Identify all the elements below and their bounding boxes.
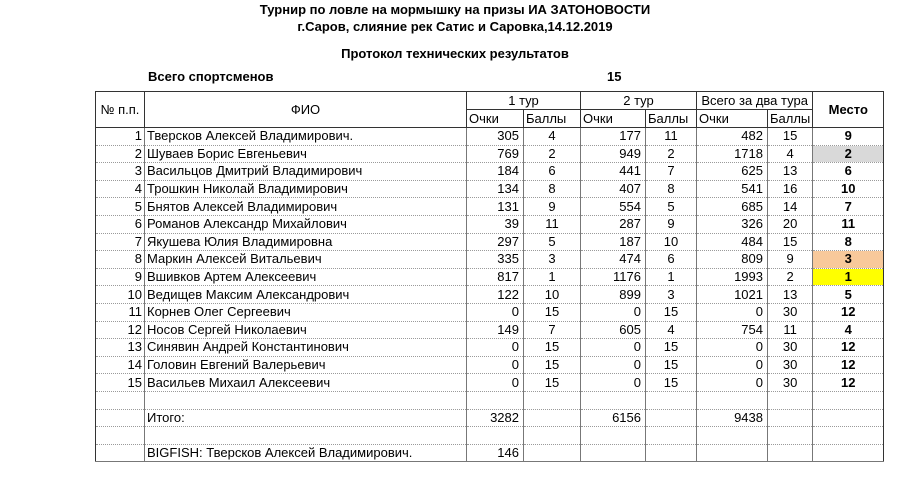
- bigfish-empty: [813, 444, 884, 462]
- empty-cell: [813, 427, 884, 445]
- totals-label: Итого:: [145, 409, 467, 427]
- col-header-tour1: 1 тур: [467, 92, 581, 110]
- bigfish-label: BIGFISH: Тверсков Алексей Владимирович.: [145, 444, 467, 462]
- place-cell: 11: [813, 215, 884, 233]
- empty-cell: [96, 391, 145, 409]
- total-athletes-value: 15: [607, 69, 622, 84]
- total-athletes-label: Всего спортсменов: [148, 69, 274, 84]
- athlete-name: Васильцов Дмитрий Владимирович: [145, 163, 467, 181]
- col-header-name: ФИО: [145, 92, 467, 128]
- row-number: 12: [96, 321, 145, 339]
- tour1-balls: 15: [524, 374, 581, 392]
- athlete-name: Головин Евгений Валерьевич: [145, 356, 467, 374]
- place-cell: 12: [813, 303, 884, 321]
- col-header-balls-1: Баллы: [524, 110, 581, 128]
- table-row: [96, 215, 884, 233]
- athlete-name: Якушева Юлия Владимировна: [145, 233, 467, 251]
- total-balls: 16: [768, 180, 813, 198]
- empty-row: [96, 391, 884, 409]
- tour2-points: 899: [581, 286, 646, 304]
- tour1-balls: 15: [524, 339, 581, 357]
- tour2-points: 1176: [581, 268, 646, 286]
- empty-cell: [768, 427, 813, 445]
- empty-cell: [697, 427, 768, 445]
- bigfish-empty: [581, 444, 646, 462]
- tour1-balls: 6: [524, 163, 581, 181]
- tour1-balls: 5: [524, 233, 581, 251]
- col-header-total: Всего за два тура: [697, 92, 813, 110]
- protocol-title: Протокол технических результатов: [341, 46, 569, 61]
- col-header-tour2: 2 тур: [581, 92, 697, 110]
- total-balls: 30: [768, 339, 813, 357]
- empty-cell: [467, 427, 524, 445]
- table-row: [96, 321, 884, 339]
- tour2-balls: 15: [646, 303, 697, 321]
- total-balls: 4: [768, 145, 813, 163]
- totals-empty: [813, 409, 884, 427]
- tour1-balls: 2: [524, 145, 581, 163]
- tour1-points: 39: [467, 215, 524, 233]
- total-points: 1718: [697, 145, 768, 163]
- total-points: 326: [697, 215, 768, 233]
- total-balls: 30: [768, 303, 813, 321]
- tour1-points: 0: [467, 374, 524, 392]
- empty-cell: [768, 391, 813, 409]
- tour2-balls: 8: [646, 180, 697, 198]
- total-points: 541: [697, 180, 768, 198]
- col-header-balls-2: Баллы: [646, 110, 697, 128]
- table-row: [96, 356, 884, 374]
- col-header-points-total: Очки: [697, 110, 768, 128]
- empty-cell: [646, 391, 697, 409]
- tour2-points: 949: [581, 145, 646, 163]
- athlete-name: Носов Сергей Николаевич: [145, 321, 467, 339]
- tour2-balls: 3: [646, 286, 697, 304]
- tour1-points: 0: [467, 356, 524, 374]
- total-balls: 9: [768, 251, 813, 269]
- total-points: 809: [697, 251, 768, 269]
- col-header-num: № п.п.: [96, 92, 145, 128]
- total-points: 0: [697, 356, 768, 374]
- tour1-balls: 3: [524, 251, 581, 269]
- row-number: 11: [96, 303, 145, 321]
- tour1-points: 0: [467, 303, 524, 321]
- tour2-balls: 6: [646, 251, 697, 269]
- place-cell: 7: [813, 198, 884, 216]
- tour2-points: 407: [581, 180, 646, 198]
- tour2-balls: 9: [646, 215, 697, 233]
- tour2-balls: 15: [646, 356, 697, 374]
- tour1-balls: 1: [524, 268, 581, 286]
- tour1-points: 0: [467, 339, 524, 357]
- athlete-name: Васильев Михаил Алексеевич: [145, 374, 467, 392]
- total-points: 0: [697, 374, 768, 392]
- empty-cell: [581, 427, 646, 445]
- tour2-points: 554: [581, 198, 646, 216]
- table-row: [96, 303, 884, 321]
- tour2-balls: 4: [646, 321, 697, 339]
- bigfish-empty: [96, 444, 145, 462]
- row-number: 3: [96, 163, 145, 181]
- tour2-balls: 10: [646, 233, 697, 251]
- tour2-balls: 1: [646, 268, 697, 286]
- row-number: 4: [96, 180, 145, 198]
- total-points: 484: [697, 233, 768, 251]
- tour1-points: 122: [467, 286, 524, 304]
- tour2-balls: 11: [646, 128, 697, 146]
- table-row: [96, 233, 884, 251]
- total-balls: 13: [768, 286, 813, 304]
- tour1-points: 817: [467, 268, 524, 286]
- table-row: [96, 286, 884, 304]
- empty-cell: [145, 427, 467, 445]
- empty-cell: [813, 391, 884, 409]
- total-points: 685: [697, 198, 768, 216]
- athlete-name: Тверсков Алексей Владимирович.: [145, 128, 467, 146]
- col-header-balls-total: Баллы: [768, 110, 813, 128]
- row-number: 2: [96, 145, 145, 163]
- tour1-points: 184: [467, 163, 524, 181]
- tour2-points: 0: [581, 303, 646, 321]
- place-cell: 10: [813, 180, 884, 198]
- tour1-balls: 9: [524, 198, 581, 216]
- tour1-balls: 8: [524, 180, 581, 198]
- empty-row: [96, 427, 884, 445]
- bigfish-empty: [646, 444, 697, 462]
- tour2-points: 0: [581, 339, 646, 357]
- total-points: 1021: [697, 286, 768, 304]
- place-cell: 2: [813, 145, 884, 163]
- athlete-name: Маркин Алексей Витальевич: [145, 251, 467, 269]
- total-points: 0: [697, 303, 768, 321]
- row-number: 15: [96, 374, 145, 392]
- empty-cell: [96, 427, 145, 445]
- row-number: 7: [96, 233, 145, 251]
- total-balls: 20: [768, 215, 813, 233]
- place-cell: 12: [813, 356, 884, 374]
- athlete-name: Синявин Андрей Константинович: [145, 339, 467, 357]
- tour1-balls: 15: [524, 356, 581, 374]
- place-cell: 12: [813, 374, 884, 392]
- tour2-balls: 7: [646, 163, 697, 181]
- totals-empty: [96, 409, 145, 427]
- tour1-balls: 11: [524, 215, 581, 233]
- totals-empty: [768, 409, 813, 427]
- tour2-balls: 15: [646, 374, 697, 392]
- row-number: 1: [96, 128, 145, 146]
- col-header-points-1: Очки: [467, 110, 524, 128]
- bigfish-empty: [524, 444, 581, 462]
- empty-cell: [145, 391, 467, 409]
- totals-row: [96, 409, 884, 427]
- tour2-points: 0: [581, 356, 646, 374]
- tour1-balls: 7: [524, 321, 581, 339]
- table-row: [96, 180, 884, 198]
- table-row: [96, 163, 884, 181]
- total-balls: 30: [768, 356, 813, 374]
- total-balls: 14: [768, 198, 813, 216]
- empty-cell: [467, 391, 524, 409]
- total-balls: 15: [768, 128, 813, 146]
- place-cell: 1: [813, 268, 884, 286]
- tour2-points: 287: [581, 215, 646, 233]
- bigfish-row: [96, 444, 884, 462]
- place-cell: 4: [813, 321, 884, 339]
- table-row: [96, 374, 884, 392]
- tour1-points: 134: [467, 180, 524, 198]
- results-table: [95, 91, 884, 462]
- tour2-balls: 15: [646, 339, 697, 357]
- bigfish-empty: [768, 444, 813, 462]
- empty-cell: [697, 391, 768, 409]
- tour1-balls: 15: [524, 303, 581, 321]
- totals-empty: [524, 409, 581, 427]
- tour2-points: 177: [581, 128, 646, 146]
- empty-cell: [646, 427, 697, 445]
- place-cell: 6: [813, 163, 884, 181]
- totals-points: 9438: [697, 409, 768, 427]
- total-balls: 13: [768, 163, 813, 181]
- place-cell: 8: [813, 233, 884, 251]
- table-row: [96, 145, 884, 163]
- tour2-balls: 5: [646, 198, 697, 216]
- athlete-name: Корнев Олег Сергеевич: [145, 303, 467, 321]
- total-balls: 11: [768, 321, 813, 339]
- row-number: 10: [96, 286, 145, 304]
- total-balls: 2: [768, 268, 813, 286]
- tour2-points: 605: [581, 321, 646, 339]
- table-row: [96, 198, 884, 216]
- tour1-points: 335: [467, 251, 524, 269]
- results-body: [96, 128, 884, 462]
- totals-tour1-points: 3282: [467, 409, 524, 427]
- tour2-points: 0: [581, 374, 646, 392]
- empty-cell: [581, 391, 646, 409]
- place-cell: 5: [813, 286, 884, 304]
- athlete-name: Романов Александр Михайлович: [145, 215, 467, 233]
- table-row: [96, 339, 884, 357]
- totals-tour2-points: 6156: [581, 409, 646, 427]
- row-number: 8: [96, 251, 145, 269]
- athlete-name: Бнятов Алексей Владимирович: [145, 198, 467, 216]
- total-points: 625: [697, 163, 768, 181]
- total-points: 1993: [697, 268, 768, 286]
- col-header-place: Место: [813, 92, 884, 128]
- tour2-points: 187: [581, 233, 646, 251]
- row-number: 9: [96, 268, 145, 286]
- row-number: 6: [96, 215, 145, 233]
- row-number: 13: [96, 339, 145, 357]
- athlete-name: Вшивков Артем Алексеевич: [145, 268, 467, 286]
- tour1-balls: 4: [524, 128, 581, 146]
- tour1-balls: 10: [524, 286, 581, 304]
- place-cell: 12: [813, 339, 884, 357]
- total-points: 0: [697, 339, 768, 357]
- table-row: [96, 128, 884, 146]
- bigfish-empty: [697, 444, 768, 462]
- tour2-points: 441: [581, 163, 646, 181]
- tour1-points: 305: [467, 128, 524, 146]
- place-cell: 9: [813, 128, 884, 146]
- tour1-points: 131: [467, 198, 524, 216]
- empty-cell: [524, 391, 581, 409]
- athlete-name: Шуваев Борис Евгеньевич: [145, 145, 467, 163]
- col-header-points-2: Очки: [581, 110, 646, 128]
- total-points: 482: [697, 128, 768, 146]
- totals-empty: [646, 409, 697, 427]
- empty-cell: [524, 427, 581, 445]
- tour1-points: 149: [467, 321, 524, 339]
- total-balls: 15: [768, 233, 813, 251]
- tournament-location: г.Саров, слияние рек Сатис и Саровка,14.12.2019: [297, 19, 613, 34]
- bigfish-value: 146: [467, 444, 524, 462]
- tour1-points: 769: [467, 145, 524, 163]
- tour1-points: 297: [467, 233, 524, 251]
- athlete-name: Ведищев Максим Александрович: [145, 286, 467, 304]
- table-row: [96, 268, 884, 286]
- tournament-title: Турнир по ловле на мормышку на призы ИА ЗАТОНОВОСТИ: [259, 2, 651, 17]
- place-cell: 3: [813, 251, 884, 269]
- total-points: 754: [697, 321, 768, 339]
- tour2-balls: 2: [646, 145, 697, 163]
- tour2-points: 474: [581, 251, 646, 269]
- total-balls: 30: [768, 374, 813, 392]
- row-number: 5: [96, 198, 145, 216]
- row-number: 14: [96, 356, 145, 374]
- table-row: [96, 251, 884, 269]
- athlete-name: Трошкин Николай Владимирович: [145, 180, 467, 198]
